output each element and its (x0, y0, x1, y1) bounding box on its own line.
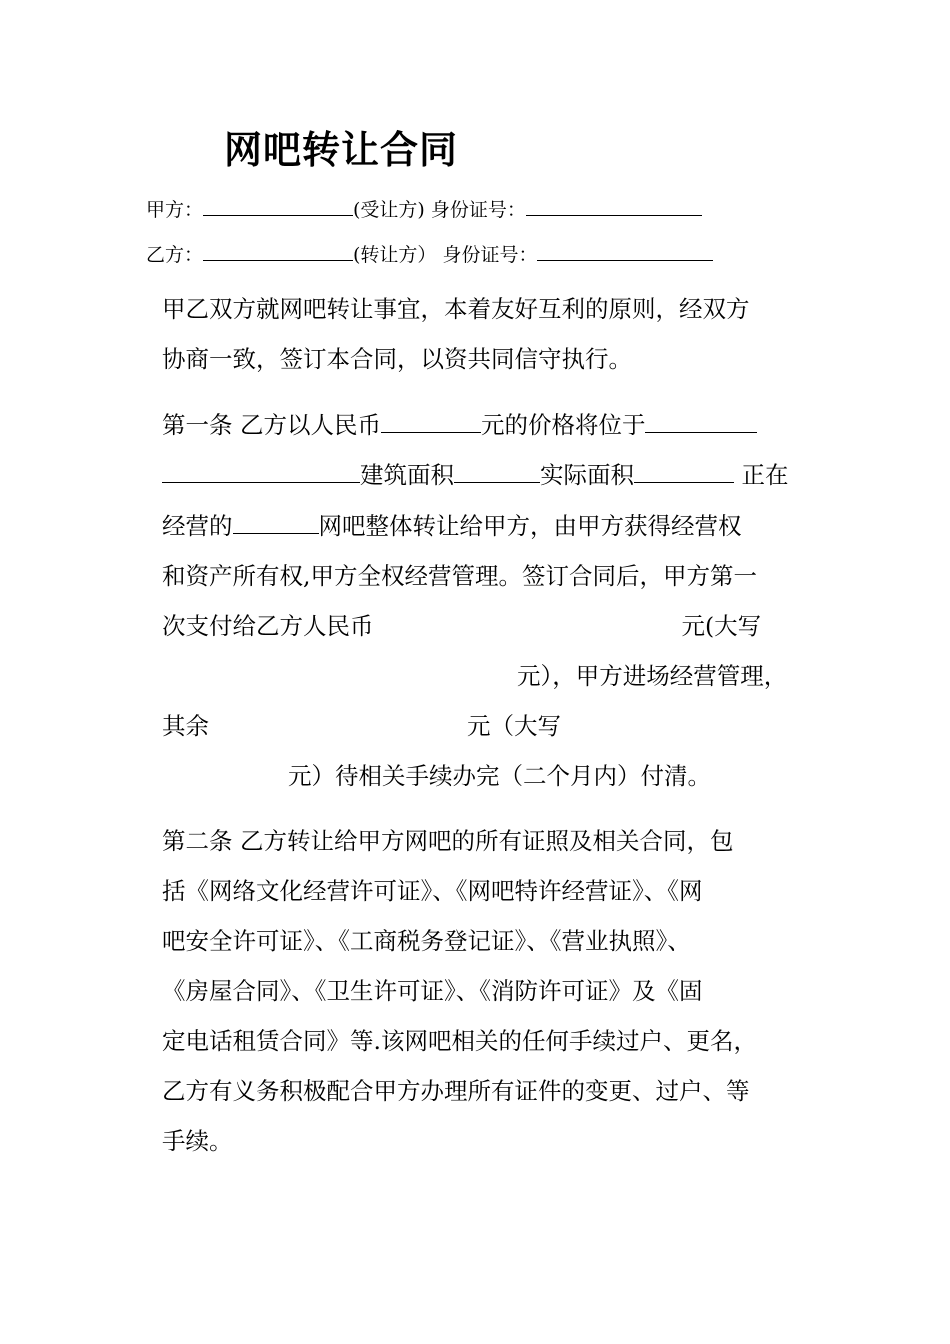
article1-text: 元（大写 (467, 712, 561, 740)
party-b-role: (转让方） 身份证号： (353, 244, 538, 266)
location-blank-continued[interactable] (162, 460, 360, 483)
party-a-id-blank[interactable] (526, 195, 702, 216)
article1-text: 元）待相关手续办完（二个月内）付清。 (288, 762, 711, 790)
party-a-line (146, 195, 702, 223)
location-blank[interactable] (645, 410, 757, 433)
article2-line-1: 第二条 乙方转让给甲方网吧的所有证照及相关合同，包 (162, 827, 734, 855)
business-name-blank[interactable] (233, 511, 319, 534)
article2-line-4: 《房屋合同》、《卫生许可证》、《消防许可证》及《固 (162, 977, 703, 1005)
article1-line-8 (162, 761, 711, 791)
article1-text: 元），甲方进场经营管理， (517, 662, 788, 690)
party-b-line (146, 240, 713, 268)
building-area-blank[interactable] (454, 460, 540, 483)
article1-line-6 (162, 661, 787, 691)
article1-text: 正在 (734, 461, 789, 489)
article2-line-7: 手续。 (162, 1127, 233, 1155)
article1-line-7 (162, 711, 561, 741)
article2-line-6: 乙方有义务积极配合甲方办理所有证件的变更、过户、等 (162, 1077, 750, 1105)
article1-line-3 (162, 511, 742, 541)
article2-line-3: 吧安全许可证》、《工商税务登记证》、《营业执照》、 (162, 927, 691, 955)
party-b-label: 乙方： (146, 244, 204, 266)
article1-text: 元的价格将位于 (480, 411, 646, 439)
article1-text: 实际面积 (540, 461, 634, 489)
article1-line-1 (162, 410, 757, 440)
party-a-label: 甲方： (146, 199, 204, 221)
article1-text: 次支付给乙方人民币 (162, 612, 374, 640)
document-title: 网吧转让合同 (224, 127, 459, 172)
preamble-line-1: 甲乙双方就网吧转让事宜，本着友好互利的原则，经双方 (162, 295, 750, 323)
article1-text: 经营的 (162, 512, 233, 540)
article1-line-5 (162, 611, 761, 641)
article2-line-2: 括《网络文化经营许可证》、《网吧特许经营证》、《网 (162, 877, 703, 905)
party-a-role: (受让方) 身份证号： (353, 199, 526, 221)
article1-text: 网吧整体转让给甲方，由甲方获得经营权 (318, 512, 742, 540)
article1-text: 其余 (162, 712, 209, 740)
price-blank[interactable] (381, 410, 481, 433)
article2-line-5: 定电话租赁合同》等.该网吧相关的任何手续过户、更名， (162, 1027, 757, 1055)
preamble-line-2: 协商一致，签订本合同，以资共同信守执行。 (162, 345, 632, 373)
actual-area-blank[interactable] (634, 460, 734, 483)
party-b-id-blank[interactable] (537, 240, 713, 261)
article1-line-2 (162, 460, 788, 490)
article1-line-4: 和资产所有权,甲方全权经营管理。签订合同后，甲方第一 (162, 562, 757, 590)
party-a-name-blank[interactable] (203, 195, 353, 216)
party-b-name-blank[interactable] (203, 240, 353, 261)
article1-text: 第一条 乙方以人民币 (162, 411, 381, 439)
article1-text: 元(大写 (681, 612, 762, 640)
article1-text: 建筑面积 (360, 461, 454, 489)
